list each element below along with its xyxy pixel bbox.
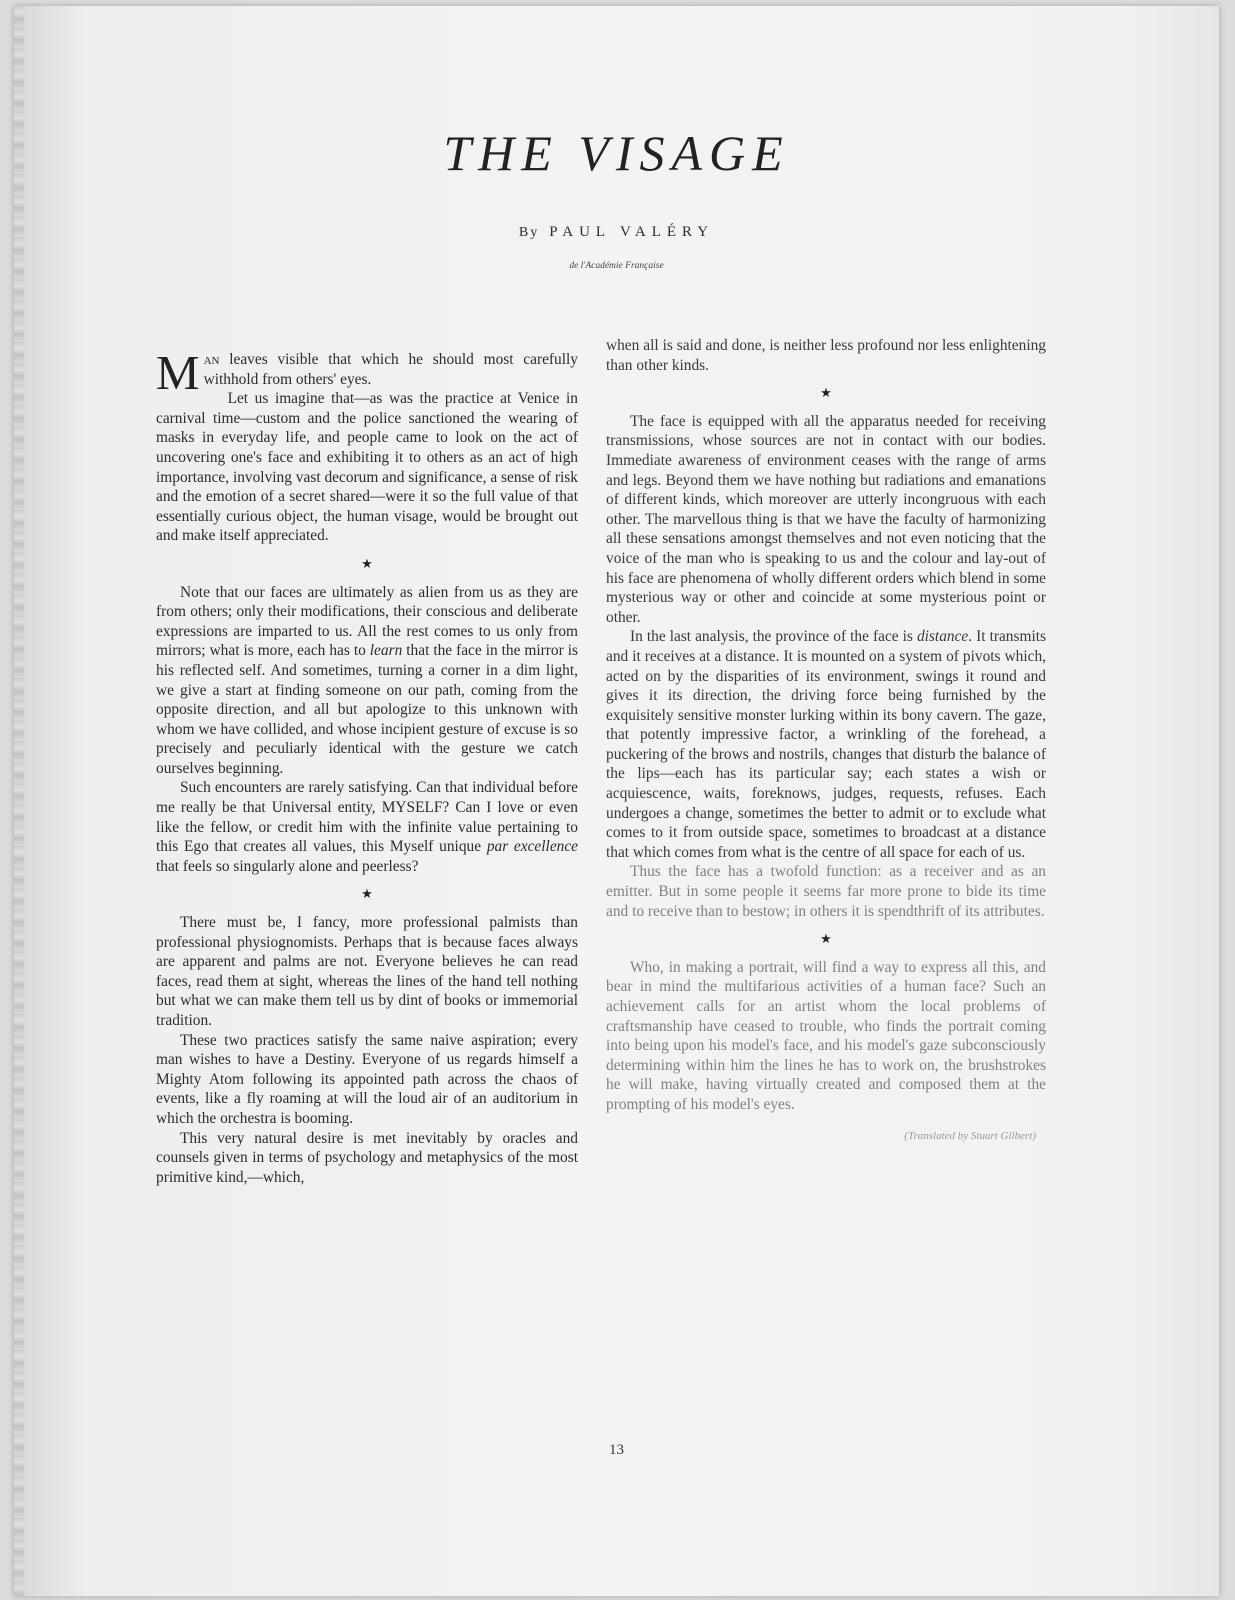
byline — [14, 224, 1219, 241]
paragraph — [156, 583, 578, 779]
star-separator: ★ — [361, 886, 373, 902]
paragraph-text: . It transmits and it receives at a distance. It is mounted on a system of pivots which, acted on by the disparities of its environment, swings it round and gives it its direction, the driving force being furnished by the exquisitely sensitive monster lurking within its bony cavern. The gaze, that potently impressive factor, a wrinkling of the forehead, a puckering of the brows and nostrils, changes that disturb the balance of the lips—each has its particular say; each states a wish or acquiescence, waits, foreknows, judges, requests, refuses. Each undergoes a change, sometimes the better to admit or to exclude what comes to it from outside space, sometimes to broadcast at a distance that which comes from what is the centre of all space for each of us. — [606, 628, 1047, 861]
small-caps-lead: an — [203, 351, 220, 368]
paragraph — [606, 627, 1046, 862]
paragraph-text: Note that our faces are ultimately as alien from us as they are from others; only their modifications, their conscious and deliberate expressions are imparted to us. All the rest comes to us only from mirrors; what is more, each has to — [156, 583, 578, 660]
italic-word: distance — [916, 628, 969, 646]
drop-cap: M — [156, 345, 200, 400]
star-separator: ★ — [820, 385, 832, 401]
paragraph: when all is said and done, is neither less profound nor less enlightening than other kinds. — [606, 337, 1046, 374]
italic-word: learn — [369, 642, 403, 660]
paragraph-text: that the face in the mirror is his reflected self. And sometimes, turning a corner in a dim light, we give a start at finding someone on our path, coming from the opposite direction, and all but apologize to this unknown with whom we have collided, and whose incipient gesture of excuse is so precisely and peculiarly identical with the gesture we catch ourselves beginning. — [156, 642, 578, 777]
author-affiliation: de l'Académie Française — [569, 261, 664, 271]
article-title: THE VISAGE — [443, 125, 790, 181]
paragraph-text: that feels so singularly alone and peerless? — [156, 857, 419, 875]
paragraph: The face is equipped with all the apparatus needed for receiving transmissions, whose sources are not in contact with our bodies. Immediate awareness of environment ceases with the range of arms and legs. Beyond them we have nothing but radiations and emanations of different kinds, which moreover are utterly incongruous with each other. The marvellous thing is that we have the faculty of harmonizing all these sensations amongst themselves and not even noticing that the voice of the man who is speaking to us and the colour and lay-out of his face are phenomena of wholly different orders which blend in some mysterious way or other and coincide at some mysterious point or other. — [606, 412, 1046, 626]
star-separator: ★ — [361, 555, 373, 571]
paragraph — [156, 778, 578, 876]
paragraph: Thus the face has a twofold function: as a receiver and as an emitter. But in some people it seems far more prone to bide its time and to receive than to bestow; in others it is spendthrift of its attributes. — [606, 863, 1046, 920]
paragraph-text: Such encounters are rarely satisfying. Can that individual before me really be that Universal entity, MYSELF? Can I love or even like the fellow, or credit him with the infinite value pertaining to this Ego that creates all values, this Myself unique — [156, 779, 578, 856]
left-column — [156, 345, 579, 1187]
paragraph: There must be, I fancy, more professional palmists than professional physiognomists. Perhaps that is because faces always are apparent and palms are not. Everyone believes he can read faces, read them at sight, whereas the lines of the hand tell nothing but what we can make them tell us by dint of books or immemorial tradition. — [156, 914, 578, 1029]
byline-by: By — [518, 225, 540, 240]
paragraph: These two practices satisfy the same naive aspiration; every man wishes to have a Destiny. Everyone of us regards himself a Mighty Atom following its appointed path across the chaos of events, like a fly roaming at will the loud air of an auditorium in which the orchestra is booming. — [156, 1031, 578, 1127]
translator-credit: (Translated by Stuart Gilbert) — [904, 1129, 1036, 1142]
paragraph: Who, in making a portrait, will find a way to express all this, and bear in mind the multifarious activities of a human face? Such an achievement calls for an artist whom the local problems of craftsmanship have ceased to trouble, who finds the portrait coming into being upon his model's face, and his model's gaze subconsciously determining within him the lines he has to work on, the brushstrokes he will make, having virtually created and composed them at the prompting of his model's eyes. — [606, 958, 1046, 1113]
paragraph-text: In the last analysis, the province of the face is — [630, 628, 917, 646]
author-name: PAUL VALÉRY — [549, 224, 715, 240]
paragraph: This very natural desire is met inevitably by oracles and counsels given in terms of psychology and metaphysics of the most primitive kind,—which, — [156, 1129, 578, 1186]
paragraph — [156, 345, 578, 400]
star-separator: ★ — [820, 931, 832, 947]
right-column — [606, 336, 1046, 1146]
paragraph: Let us imagine that—as was the practice at Venice in carnival time—custom and the police sanctioned the wearing of masks in everyday life, and people came to look on the act of uncovering one's face and exhibiting it to others as an act of high importance, involving vast decorum and significance, a sense of risk and the emotion of a secret shared—were it so the full value of that essentially curious object, the human visage, would be brought out and make itself appreciated. — [156, 390, 578, 545]
paragraph-text: leaves visible that which he should most carefully withhold from others' eyes. — [203, 351, 578, 388]
italic-phrase: par excellence — [486, 838, 579, 856]
page-number: 13 — [609, 1442, 624, 1458]
magazine-page — [14, 6, 1219, 1596]
